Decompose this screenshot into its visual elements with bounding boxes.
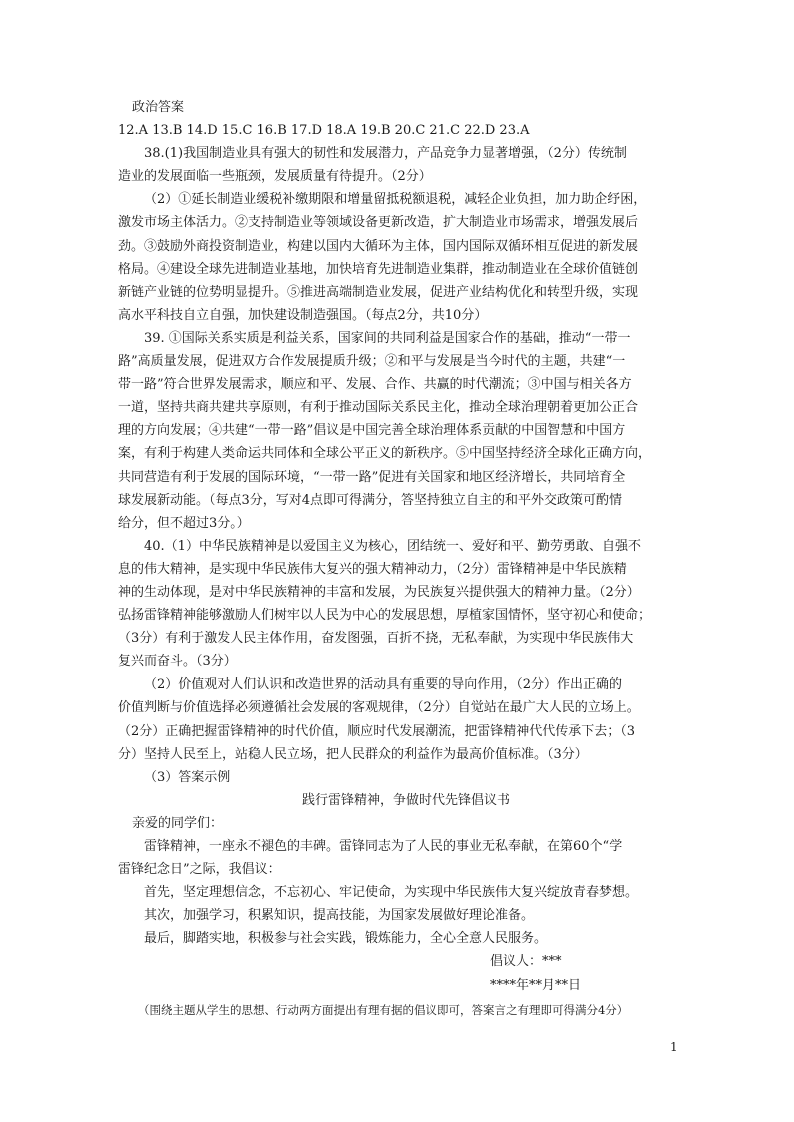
text-line: 雷锋精神，一座永不褪色的丰碑。雷锋同志为了人民的事业无私奉献，在第60个“学 [144,839,623,854]
text-line: （2）价值观对人们认识和改造世界的活动具有重要的导向作用，（2分）作出正确的 [144,677,623,693]
text-line: 39. ①国际关系实质是利益关系，国家间的共同利益是国家合作的基础，推动“一带一 [144,330,631,346]
text-line: 高水平科技自立自强，加快建设制造强国。（每点2分，共10分） [118,307,488,323]
answer-key-line: 12.A 13.B 14.D 15.C 16.B 17.D 18.A 19.B 20.C 21.C 22.D 23.A [118,123,530,139]
text-line: 理的方向发展；④共建“一带一路”倡议是中国完善全球治理体系贡献的中国智慧和中国方 [118,423,626,439]
text-line: 路”高质量发展，促进双方合作发展提质升级；②和平与发展是当今时代的主题，共建“一 [118,354,626,370]
text-line: 其次，加强学习，积累知识，提高技能，为国家发展做好理论准备。 [144,908,535,924]
text-line: 球发展新动能。（每点3分，写对4点即可得满分，答坚持独立自主的和平外交政策可酌情 [118,492,623,508]
text-line: 价值判断与价值选择必须遵循社会发展的客观规律，（2分）自觉站在最广大人民的立场上。 [118,700,640,716]
text-line: 40.（1）中华民族精神是以爱国主义为核心，团结统一、爱好和平、勤劳勇敢、自强不 [144,538,641,554]
text-line: （3）答案示例 [144,769,231,785]
text-line: 给分，但不超过3分。） [118,515,250,531]
text-line: （2）①延长制造业缓税补缴期限和增量留抵税额退税，减轻企业负担，加力助企纾困， [144,192,647,208]
page-number: 1 [670,1040,678,1054]
answer-lines [118,142,674,996]
text-line: 雷锋纪念日”之际，我倡议： [118,862,281,878]
text-line: 38.(1)我国制造业具有强大的韧性和发展潜力，产品竞争力显著增强，（2分）传统制 [144,146,627,162]
text-line: 首先，坚定理想信念，不忘初心、牢记使命，为实现中华民族伟大复兴绽放青春梦想。 [144,885,639,901]
document-body [118,96,674,1022]
text-line: （2分）正确把握雷锋精神的时代价值，顺应时代发展潮流，把雷锋精神代代传承下去；（3 [118,723,636,739]
text-line: 亲爱的同学们： [132,815,224,831]
text-line: 弘扬雷锋精神能够激励人们树牢以人民为中心的发展思想，厚植家国情怀，坚守初心和使命； [118,608,652,624]
text-line: （3分）有利于激发人民主体作用，奋发图强，百折不挠，无私奉献，为实现中华民族伟大 [118,631,634,647]
text-line: 践行雷锋精神，争做时代先锋倡议书 [301,792,510,808]
scoring-note: （围绕主题从学生的思想、行动两方面提出有理有据的倡议即可，答案言之有理即可得满分4分） [138,1002,629,1017]
text-line: 倡议人：*** [490,954,562,970]
text-line: ****年**月**日 [490,977,582,993]
text-line: 共同营造有利于发展的国际环境，“一带一路”促进有关国家和地区经济增长，共同培育全 [118,469,626,485]
text-line: 案，有利于构建人类命运共同体和全球公平正义的新秩序。⑤中国坚持经济全球化正确方向， [118,446,652,462]
text-line: 激发市场主体活力。②支持制造业等领域设备更新改造，扩大制造业市场需求，增强发展后 [118,215,639,231]
text-line: 造业的发展面临一些瓶颈，发展质量有待提升。（2分） [118,169,432,185]
text-line: 神的生动体现，是对中华民族精神的丰富和发展，为民族复兴提供强大的精神力量。（2分） [118,584,640,600]
text-line: 带一路”符合世界发展需求，顺应和平、发展、合作、共赢的时代潮流；③中国与相关各方 [118,377,632,393]
document-heading: 政治答案 [132,100,185,115]
text-line: 最后，脚踏实地，积极参与社会实践，锻炼能力，全心全意人民服务。 [144,931,548,947]
text-line: 一道，坚持共商共建共享原则，有利于推动国际关系民主化，推动全球治理朝着更加公正合 [118,400,639,416]
text-line: 复兴而奋斗。（3分） [118,654,237,670]
text-line: 分）坚持人民至上，站稳人民立场，把人民群众的利益作为最高价值标准。（3分） [118,746,588,762]
text-line: 新链产业链的位势明显提升。⑤推进高端制造业发展，促进产业结构优化和转型升级，实现 [118,284,639,300]
text-line: 息的伟大精神，是实现中华民族伟大复兴的强大精神动力，（2分）雷锋精神是中华民族精 [118,561,627,577]
text-line: 格局。④建设全球先进制造业基地，加快培育先进制造业集群，推动制造业在全球价值链创 [118,261,639,277]
text-line: 劲。③鼓励外商投资制造业，构建以国内大循环为主体，国内国际双循环相互促进的新发展 [118,238,639,254]
